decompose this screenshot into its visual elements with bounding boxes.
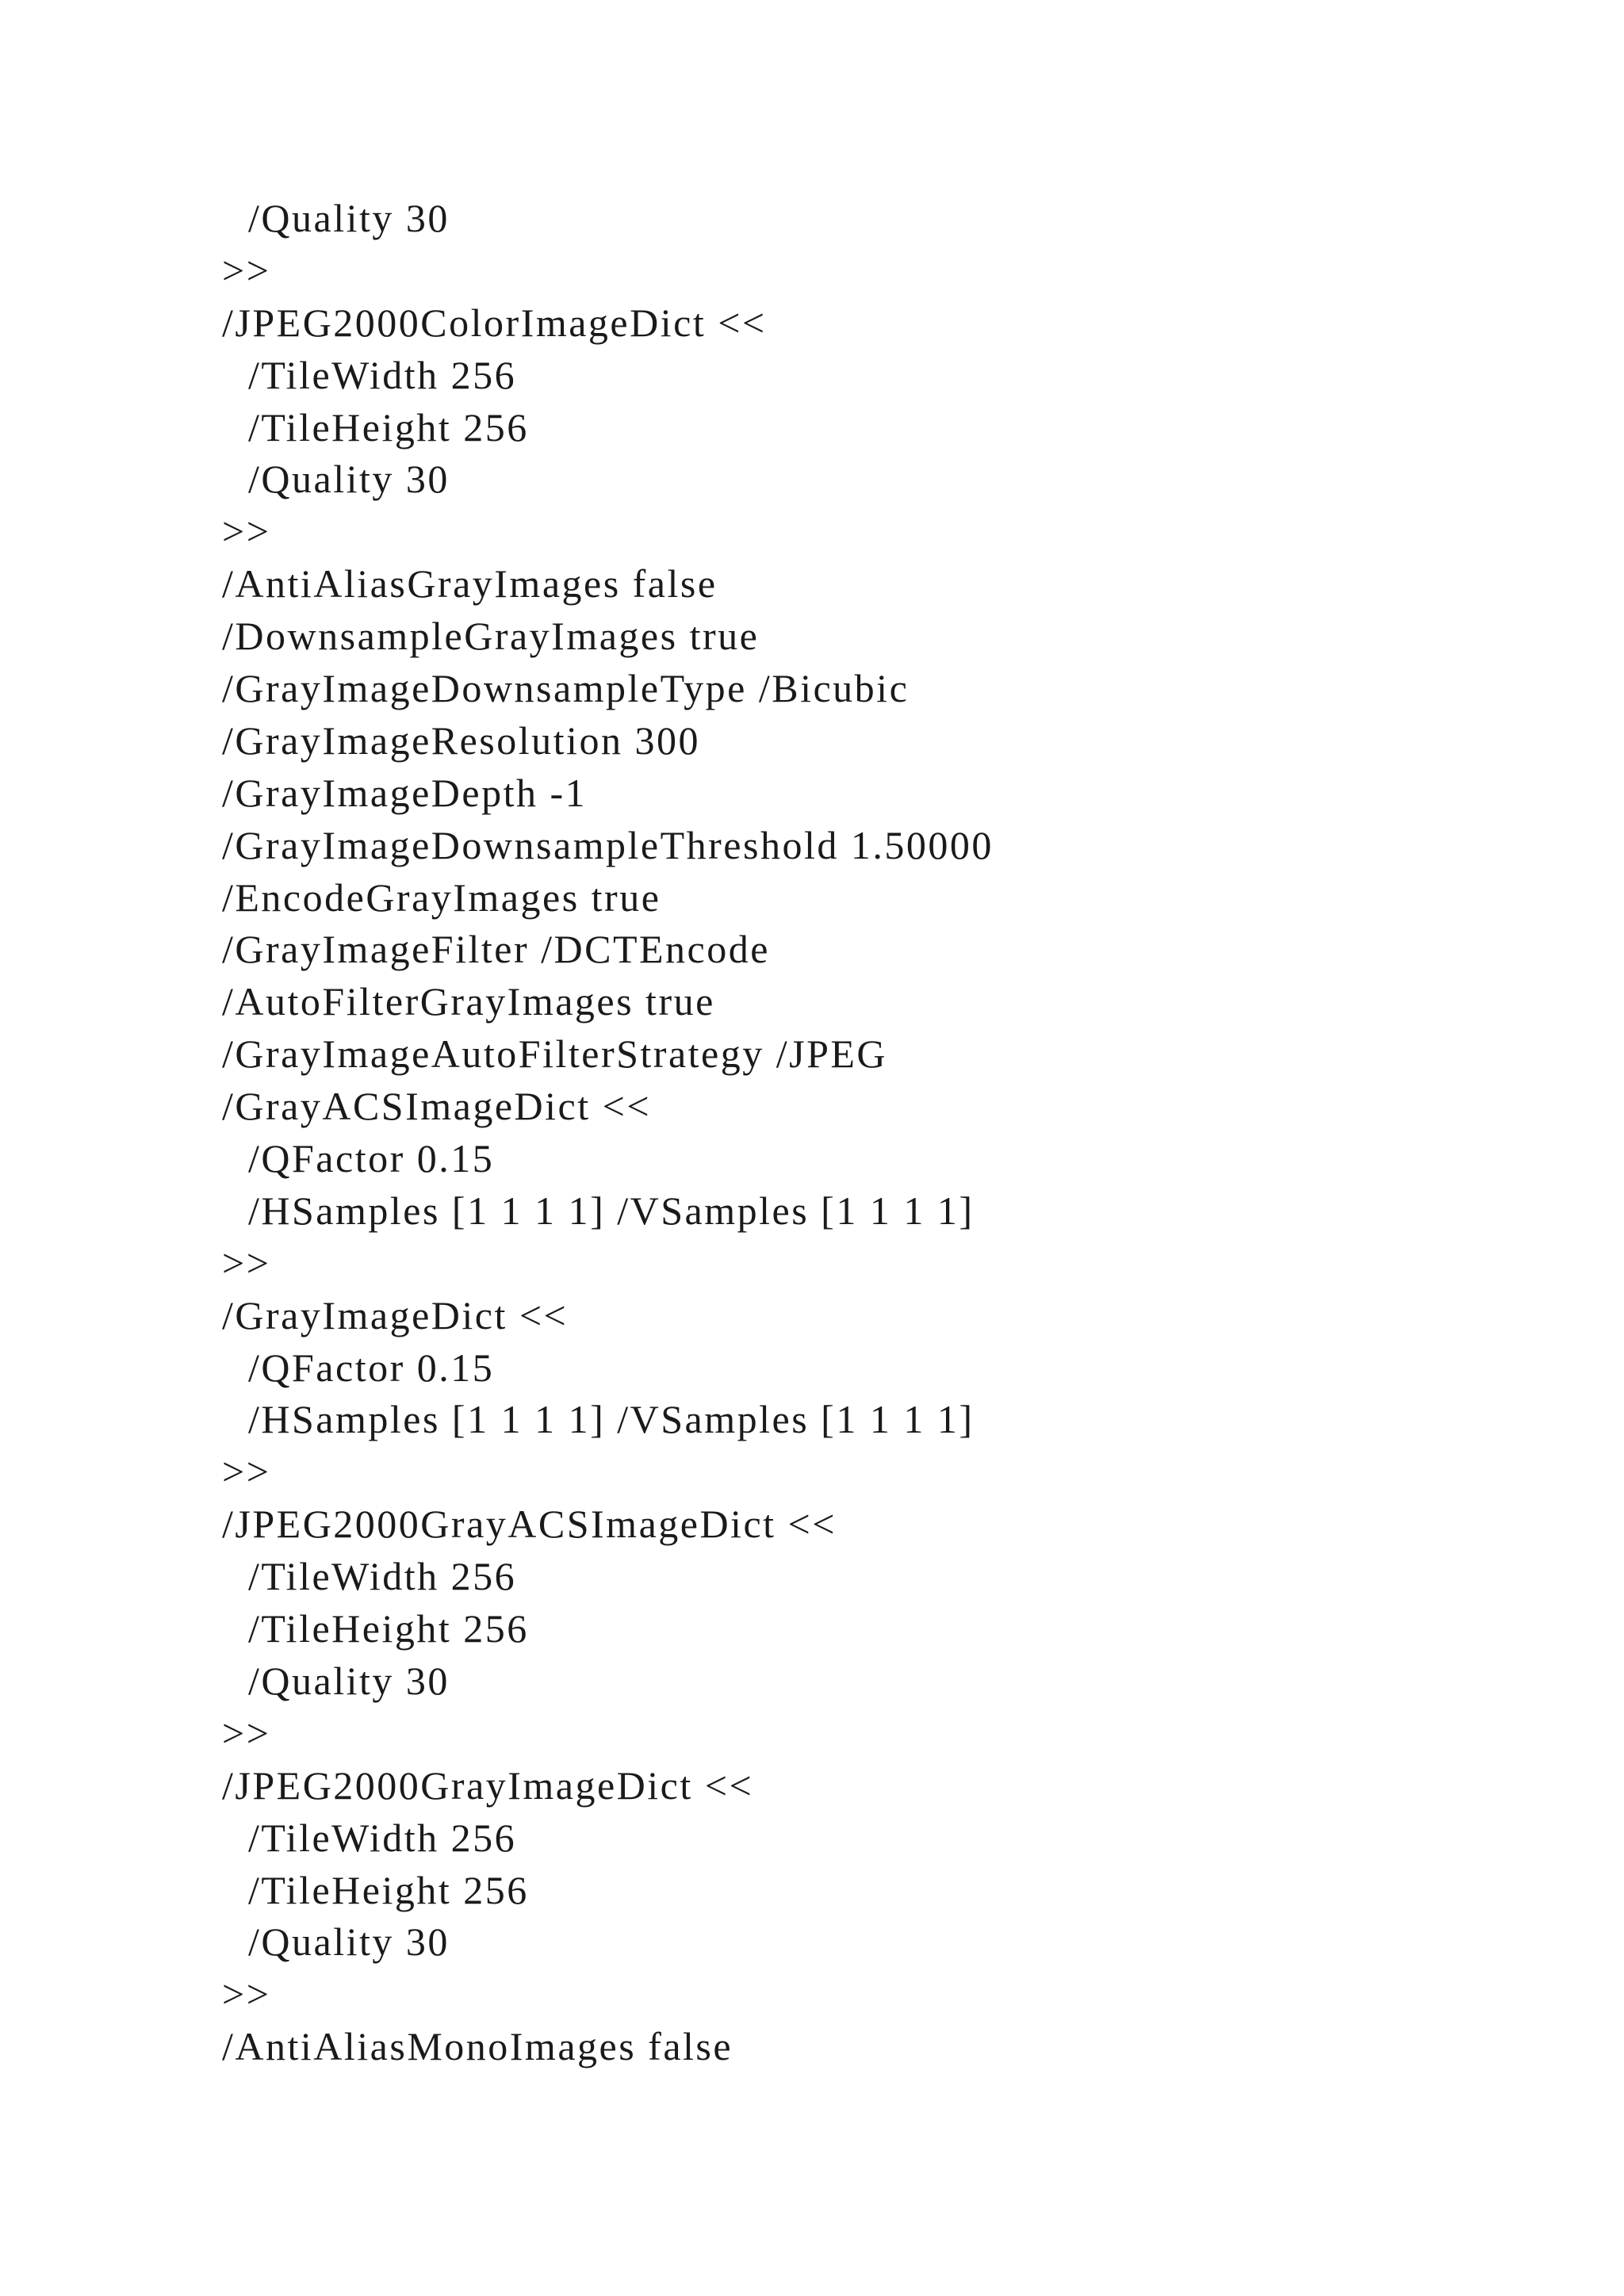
document-line: /Quality 30 <box>248 457 450 502</box>
document-line: /GrayACSImageDict << <box>222 1084 652 1129</box>
document-line: /Quality 30 <box>248 1919 450 1965</box>
document-line: /JPEG2000ColorImageDict << <box>222 300 767 345</box>
document-line: /Quality 30 <box>248 196 450 240</box>
document-line: /HSamples [1 1 1 1] /VSamples [1 1 1 1] <box>248 1188 975 1233</box>
document-line: /TileWidth 256 <box>248 352 517 397</box>
document-line: >> <box>222 1240 271 1285</box>
document-text-block <box>222 193 1491 2073</box>
document-line: /GrayImageDepth -1 <box>222 770 588 815</box>
document-line: /GrayImageAutoFilterStrategy /JPEG <box>222 1031 888 1077</box>
document-line: /Quality 30 <box>248 1658 450 1703</box>
document-line: /QFactor 0.15 <box>248 1345 495 1390</box>
document-line: /TileHeight 256 <box>248 404 529 450</box>
document-line: >> <box>222 247 271 293</box>
document-line: /HSamples [1 1 1 1] /VSamples [1 1 1 1] <box>248 1397 975 1442</box>
document-line: /GrayImageFilter /DCTEncode <box>222 927 770 972</box>
document-line: /AntiAliasGrayImages false <box>222 561 718 607</box>
document-line: >> <box>222 509 271 554</box>
document-line: /TileWidth 256 <box>248 1554 517 1599</box>
document-line: /QFactor 0.15 <box>248 1136 495 1181</box>
document-line: /GrayImageResolution 300 <box>222 718 700 763</box>
document-line: >> <box>222 1710 271 1755</box>
document-line: >> <box>222 1972 271 2017</box>
document-line: /DownsampleGrayImages true <box>222 614 760 659</box>
document-line: /TileHeight 256 <box>248 1606 529 1651</box>
document-line: /TileHeight 256 <box>248 1867 529 1912</box>
document-line: /TileWidth 256 <box>248 1815 517 1860</box>
document-line: /GrayImageDict << <box>222 1292 569 1337</box>
document-line: /GrayImageDownsampleType /Bicubic <box>222 666 910 711</box>
document-line: /JPEG2000GrayImageDict << <box>222 1762 754 1808</box>
document-line: /EncodeGrayImages true <box>222 874 661 920</box>
document-line: /JPEG2000GrayACSImageDict << <box>222 1502 837 1547</box>
document-line: >> <box>222 1449 271 1494</box>
document-line: /AutoFilterGrayImages true <box>222 979 715 1024</box>
document-line: /GrayImageDownsampleThreshold 1.50000 <box>222 822 994 867</box>
document-line: /AntiAliasMonoImages false <box>222 2024 733 2069</box>
